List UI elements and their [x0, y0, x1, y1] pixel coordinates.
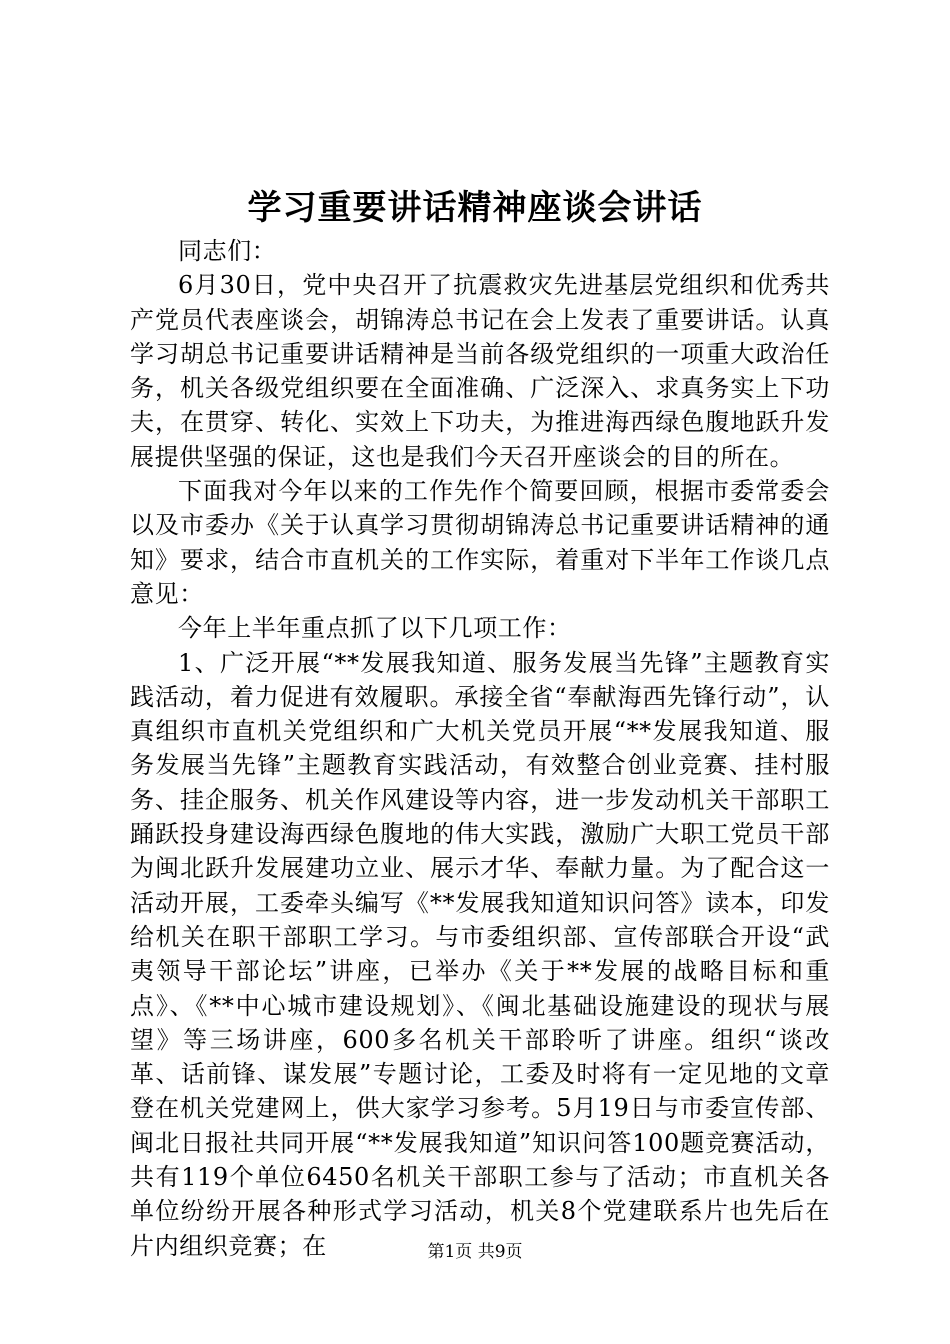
body-paragraph: 1、广泛开展“**发展我知道、服务发展当先锋”主题教育实践活动，着力促进有效履职。承接全省“奉献海西先锋行动”，认真组织市直机关党组织和广大机关党员开展“**发展我知道、服务发展当先锋”主题教育实践活动，有效整合创业竞赛、挂村服务、挂企服务、机关作风建设等内容，进一步发动机关干部职工踊跃投身建设海西绿色腹地的伟大实践，激励广大职工党员干部为闽北跃升发展建功立业、展示才华、奉献力量。为了配合这一活动开展，工委牵头编写《**发展我知道知识问答》读本，印发给机关在职干部职工学习。与市委组织部、宣传部联合开设“武夷领导干部论坛”讲座，已举办《关于**发展的战略目标和重点》、《**中心城市建设规划》、《闽北基础设施建设的现状与展望》等三场讲座，600多名机关干部聆听了讲座。组织“谈改革、话前锋、谋发展”专题讨论，工委及时将有一定见地的文章登在机关党建网上，供大家学习参考。5月19日与市委宣传部、闽北日报社共同开展“**发展我知道”知识问答100题竞赛活动，共有119个单位6450名机关干部职工参与了活动；市直机关各单位纷纷开展各种形式学习活动，机关8个党建联系片也先后在片内组织竞赛；在 [130, 648, 830, 1260]
document-title: 学习重要讲话精神座谈会讲话 [247, 188, 703, 228]
body-paragraph: 今年上半年重点抓了以下几项工作： [178, 614, 572, 643]
page-number-footer: 第1页 共9页 [427, 1242, 523, 1262]
body-paragraph: 6月30日，党中央召开了抗震救灾先进基层党组织和优秀共产党员代表座谈会，胡锦涛总书记在会上发表了重要讲话。认真学习胡总书记重要讲话精神是当前各级党组织的一项重大政治任务，机关各级党组织要在全面准确、广泛深入、求真务实上下功夫，在贯穿、转化、实效上下功夫，为推进海西绿色腹地跃升发展提供坚强的保证，这也是我们今天召开座谈会的目的所在。 [130, 271, 830, 471]
document-body [130, 234, 830, 1263]
body-paragraph: 下面我对今年以来的工作先作个简要回顾，根据市委常委会以及市委办《关于认真学习贯彻胡锦涛总书记重要讲话精神的通知》要求，结合市直机关的工作实际，着重对下半年工作谈几点意见： [130, 477, 830, 608]
salutation-paragraph: 同志们： [178, 237, 277, 265]
